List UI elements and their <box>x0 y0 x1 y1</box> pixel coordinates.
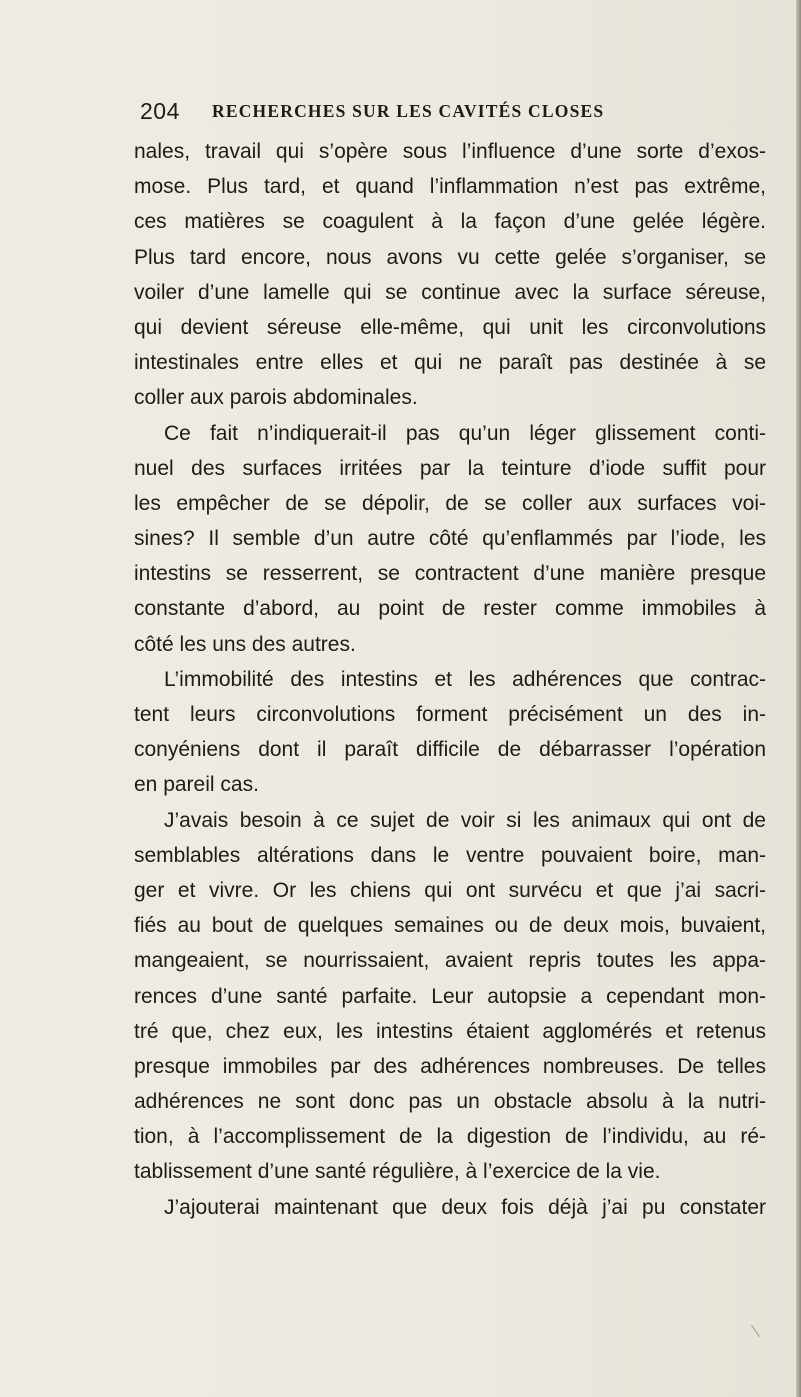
paragraph-start-line: Ce fait n’indiquerait-il pas qu’un léger glissement conti- <box>164 421 766 445</box>
text-line: tent leurs circonvolutions forment précisément un des in- <box>134 703 766 726</box>
text-line: conyéniens dont il paraît difficile de débarrasser l’opération <box>134 738 766 762</box>
page-number: 204 <box>140 98 180 124</box>
text-line: intestins se resserrent, se contractent d’une manière presque <box>134 562 766 586</box>
text-line: mangeaient, se nourrissaient, avaient repris toutes les appa- <box>134 949 766 973</box>
text-line: les empêcher de se dépolir, de se coller aux surfaces voi- <box>134 491 766 515</box>
text-line: ces matières se coagulent à la façon d’une gelée légère. <box>134 210 766 234</box>
text-line: qui devient séreuse elle-même, qui unit les circonvolutions <box>134 315 766 339</box>
text-line: en pareil cas. <box>134 773 259 797</box>
text-line: semblables altérations dans le ventre pouvaient boire, man- <box>134 843 766 867</box>
page-header <box>140 98 760 128</box>
paragraph-start-line: J’ajouterai maintenant que deux fois déjà j’ai pu constater <box>164 1195 766 1219</box>
text-line: tablissement d’une santé régulière, à l’exercice de la vie. <box>134 1160 661 1184</box>
text-line: tré que, chez eux, les intestins étaient agglomérés et retenus <box>134 1019 766 1043</box>
text-line: rences d’une santé parfaite. Leur autopsie a cependant mon- <box>134 984 766 1008</box>
text-line: intestinales entre elles et qui ne paraît pas destinée à se <box>134 351 766 375</box>
text-line: mose. Plus tard, et quand l’inflammation n’est pas extrême, <box>134 175 766 199</box>
text-line: nales, travail qui s’opère sous l’influence d’une sorte d’exos- <box>134 140 766 163</box>
body-text <box>134 134 766 1225</box>
paragraph-start-line: L’immobilité des intestins et les adhérences que contrac- <box>164 667 766 691</box>
text-line: tion, à l’accomplissement de la digestion de l’individu, au ré- <box>134 1125 766 1149</box>
text-line: sines? Il semble d’un autre côté qu’enflammés par l’iode, les <box>134 527 766 551</box>
text-line: nuel des surfaces irritées par la teinture d’iode suffit pour <box>134 456 766 480</box>
text-line: constante d’abord, au point de rester comme immobiles à <box>134 597 766 621</box>
text-line: voiler d’une lamelle qui se continue avec la surface séreuse, <box>134 280 766 304</box>
scan-mark <box>751 1325 760 1337</box>
text-line: côté les uns des autres. <box>134 632 356 656</box>
text-line: coller aux parois abdominales. <box>134 386 418 410</box>
text-line: Plus tard encore, nous avons vu cette gelée s’organiser, se <box>134 245 766 269</box>
paragraph-start-line: J’avais besoin à ce sujet de voir si les animaux qui ont de <box>164 808 766 832</box>
page-edge <box>796 0 801 1397</box>
text-line: adhérences ne sont donc pas un obstacle absolu à la nutri- <box>134 1090 766 1114</box>
text-line: presque immobiles par des adhérences nombreuses. De telles <box>134 1054 766 1078</box>
text-line: fiés au bout de quelques semaines ou de deux mois, buvaient, <box>134 914 766 938</box>
text-line: ger et vivre. Or les chiens qui ont survécu et que j’ai sacri- <box>134 878 766 902</box>
running-title: RECHERCHES SUR LES CAVITÉS CLOSES <box>212 101 605 121</box>
